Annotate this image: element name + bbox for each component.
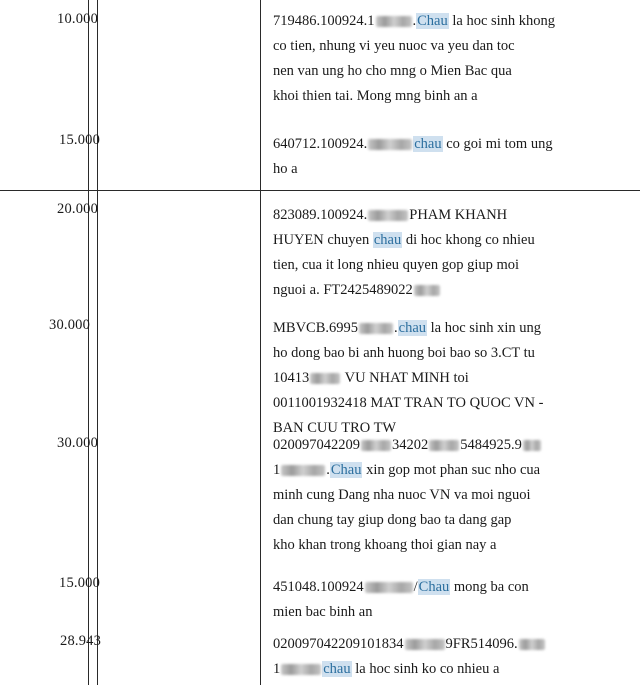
redacted-text [368, 210, 408, 221]
description-line [273, 508, 593, 533]
description-line [273, 203, 593, 228]
text-segment: xin gop mot phan suc nho cua [362, 462, 541, 478]
text-segment: dan chung tay giup dong bao ta dang gap [273, 512, 512, 528]
highlighted-word: chau [398, 320, 427, 336]
text-segment: la hoc sinh khong [448, 13, 556, 29]
text-segment: ho a [273, 161, 298, 177]
text-segment: PHAM KHANH [409, 207, 508, 223]
description-cell [273, 132, 593, 182]
redacted-text [414, 285, 440, 296]
text-segment: nguoi a. FT2425489022 [273, 282, 413, 298]
redacted-text [310, 373, 340, 384]
description-line [273, 34, 593, 59]
text-segment: 823089.100924. [273, 207, 368, 223]
description-line [273, 657, 593, 682]
description-line [273, 278, 593, 303]
text-segment: . [394, 320, 398, 336]
description-line [273, 316, 593, 341]
text-segment: nen van ung ho cho mng o Mien Bac qua [273, 63, 512, 79]
amount-cell: 30.000 [57, 435, 99, 451]
redacted-text [281, 664, 321, 675]
description-line [273, 483, 593, 508]
text-segment: mien bac binh an [273, 604, 373, 620]
redacted-text [376, 16, 412, 27]
redacted-text [359, 323, 393, 334]
text-segment: MBVCB.6995 [273, 320, 359, 336]
description-line [273, 600, 593, 625]
description-cell [273, 9, 593, 109]
description-line [273, 228, 593, 253]
text-segment: minh cung Dang nha nuoc VN va moi nguoi [273, 487, 531, 503]
text-segment: 5484925.9 [460, 437, 522, 453]
redacted-text [429, 440, 459, 451]
text-segment: HUYEN chuyen [273, 232, 373, 248]
description-line [273, 632, 593, 657]
text-segment: 9FR514096. [445, 636, 518, 652]
text-segment: 719486.100924.1 [273, 13, 375, 29]
description-line [273, 253, 593, 278]
text-segment: la hoc sinh xin ung [427, 320, 541, 336]
description-cell [273, 203, 593, 303]
redacted-text [519, 639, 545, 650]
text-segment: 020097042209 [273, 437, 360, 453]
description-line [273, 366, 593, 391]
highlighted-word: Chau [330, 462, 362, 478]
text-segment: 451048.100924 [273, 579, 364, 595]
description-line [273, 575, 593, 600]
description-line [273, 84, 593, 109]
text-segment: 1 [273, 462, 281, 478]
text-segment: 020097042209101834 [273, 636, 404, 652]
description-line [273, 533, 593, 558]
text-segment: 1 [273, 661, 281, 677]
description-line [273, 9, 593, 34]
text-segment: . [412, 13, 417, 29]
highlighted-word: chau [323, 661, 351, 677]
column-rule-right [260, 0, 261, 685]
amount-cell: 20.000 [57, 201, 99, 217]
description-cell [273, 575, 593, 625]
description-cell [273, 433, 593, 558]
description-line [273, 157, 593, 182]
amount-cell: 30.000 [49, 317, 91, 333]
redacted-text [361, 440, 391, 451]
description-cell [273, 316, 593, 441]
redacted-text [365, 582, 413, 593]
redacted-text [523, 440, 541, 451]
text-segment: mong ba con [450, 579, 529, 595]
text-segment: co tien, nhung vi yeu nuoc va yeu dan toc [273, 38, 515, 54]
highlighted-word: chau [373, 232, 402, 248]
highlighted-word: chau [414, 136, 442, 152]
text-segment: 0011001932418 MAT TRAN TO QUOC VN - [273, 395, 544, 411]
redacted-text [368, 139, 412, 150]
text-segment: ho dong bao bi anh huong boi bao so 3.CT tu [273, 345, 535, 361]
amount-cell: 10.000 [57, 11, 99, 27]
amount-cell: 15.000 [59, 132, 101, 148]
description-line [273, 132, 593, 157]
description-line [273, 433, 593, 458]
amount-cell: 28.943 [60, 633, 102, 649]
highlighted-word: Chau [418, 579, 450, 595]
text-segment: . [326, 462, 330, 478]
row-separator [0, 190, 640, 191]
text-segment: 640712.100924. [273, 136, 368, 152]
description-line [273, 341, 593, 366]
text-segment: tien, cua it long nhieu quyen gop giup moi [273, 257, 520, 273]
amount-cell: 15.000 [59, 575, 101, 591]
text-segment: BAN CUU TRO TW [273, 420, 397, 436]
text-segment: VU NHAT MINH toi [341, 370, 469, 386]
description-cell [273, 632, 593, 682]
redacted-text [405, 639, 445, 650]
text-segment: co goi mi tom ung [442, 136, 553, 152]
text-segment: di hoc khong co nhieu [402, 232, 535, 248]
description-line [273, 458, 593, 483]
highlighted-word: Chau [417, 13, 448, 29]
text-segment: la hoc sinh ko co nhieu a [351, 661, 500, 677]
text-segment: khoi thien tai. Mong mng binh an a [273, 88, 478, 104]
description-line [273, 391, 593, 416]
text-segment: 34202 [392, 437, 429, 453]
text-segment: / [413, 579, 418, 595]
redacted-text [281, 465, 325, 476]
description-line [273, 59, 593, 84]
text-segment: 10413 [273, 370, 310, 386]
text-segment: kho khan trong khoang thoi gian nay a [273, 537, 497, 553]
